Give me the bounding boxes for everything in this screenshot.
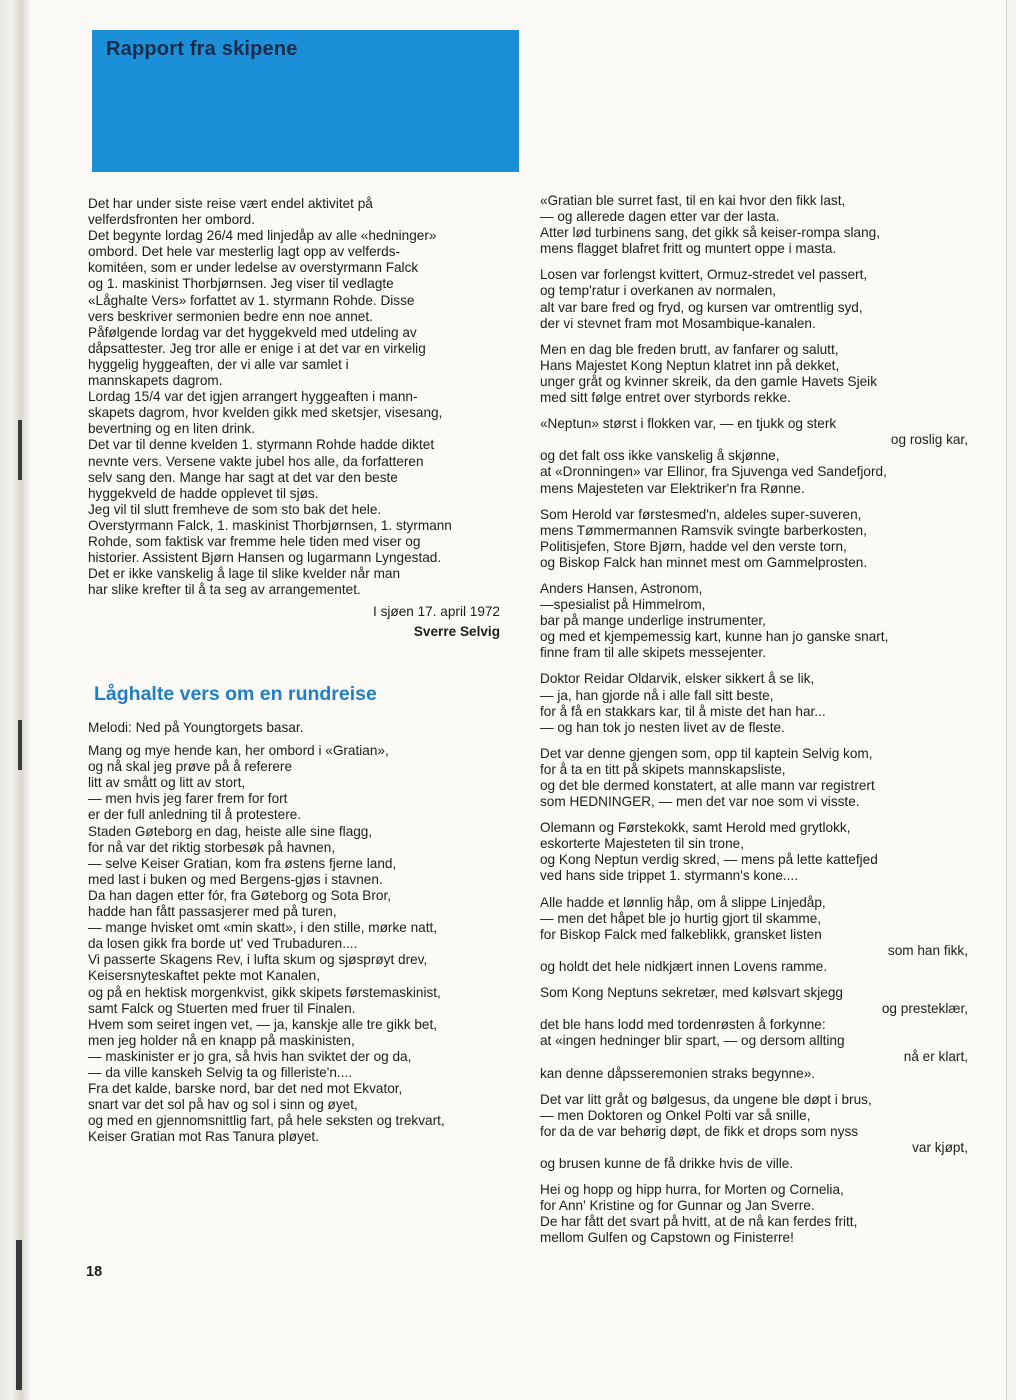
poem-stanza bbox=[540, 820, 968, 884]
poem-stanza bbox=[540, 416, 968, 496]
poem-stanza: Hvem som seiret ingen vet, — ja, kanskje alle tre gikk bet, men jeg holder nå en knapp på maskinisten, — maskinister er jo gra, så hvis han sviktet der og da, — da ville kanskeh Selvig ta og filleriste'n.... bbox=[88, 1016, 438, 1080]
header-banner bbox=[92, 30, 519, 172]
binding-edge bbox=[0, 0, 30, 1400]
report-column bbox=[88, 196, 520, 641]
poem-melody: Melodi: Ned på Youngtorgets basar. bbox=[88, 720, 304, 735]
report-body: Det har under siste reise vært endel aktivitet på velferdsfronten her ombord. Det begynte lordag 26/4 med linjedåp av alle «hedninger» ombord. Det hele var mesterlig lagt opp av velferds- komitéen, som er under ledelse av overstyrmann Falck og 1. maskinist Thorbjørnsen. Jeg viser til vedlagte «Låghalte Vers» forfattet av 1. styrmann Rohde. Disse vers beskriver sermonien bedre enn noe annet. Påfølgende lordag var det hyggekveld med utdeling av dåpsattester. Jeg tror alle er enige i at det var en virkelig hyggelig hyggeaften, der vi alle var samlet i mannskapets dagrom. Lordag 15/4 var det igjen arrangert hyggeaften i mann- skapets dagrom, hvor kvelden gikk med sketsjer, visesang, bevertning og en liten drink. Det var til denne kvelden 1. styrmann Rohde hadde diktet nevnte vers. Versene vakte jubel hos alle, da forfatteren selv sang den. Mange har sagt at det var den beste hyggekveld de hadde opplevet til sjøs. Jeg vil til slutt fremheve de som sto bak det hele. Overstyrmann Falck, 1. maskinist Thorbjørnsen, 1. styrmann Rohde, som faktisk var fremme hele tiden med viser og historier. Assistent Bjørn Hansen og lugarmann Lyngestad. Det er ikke vanskelig å lage til slike kvelder når man har slike krefter til å ta seg av arrangementet. bbox=[88, 196, 452, 598]
poem-stanza: Staden Gøteborg en dag, heiste alle sine flagg, for nå var det riktig storbesøk på havnen, — selve Keiser Gratian, kom fra østens fjerne land, med last i buken og med Bergens-gjøs i stavnen. bbox=[88, 823, 397, 887]
poem-left-column bbox=[88, 720, 520, 1145]
poem-stanza bbox=[540, 193, 968, 257]
place-date: I sjøen 17. april 1972 bbox=[373, 604, 500, 620]
stanza-lines: Olemann og Førstekokk, samt Herold med grytlokk, eskorterte Majesteten til sin trone, og Kong Neptun verdig skred, — mens på lette kattefjed ved hans side trippet 1. styrmann's kone.... bbox=[540, 820, 878, 884]
page-title: Rapport fra skipene bbox=[106, 38, 298, 60]
poem-stanza: Mang og mye hende kan, her ombord i «Gratian», og nå skal jeg prøve på å referere litt av smått og litt av stort, — men hvis jeg farer frem for fort er der full anledning til å protestere. bbox=[88, 743, 389, 823]
author-name: Sverre Selvig bbox=[413, 624, 500, 640]
stanza-lines: Som Kong Neptuns sekretær, med kølsvart skjegg bbox=[540, 985, 843, 1001]
stanza-line-tail: og roslig kar, bbox=[890, 432, 968, 448]
poem-stanza bbox=[540, 746, 968, 810]
poem-stanza bbox=[540, 985, 968, 1082]
signature-block bbox=[88, 604, 520, 640]
stanza-lines: Det var denne gjengen som, opp til kaptein Selvig kom, for å ta en titt på skipets mannskapsliste, og det ble dermed konstatert, at alle mann var registrert som HEDNINGER, — men det var noe som vi visste. bbox=[540, 745, 875, 810]
stanza-lines: Hei og hopp og hipp hurra, for Morten og Cornelia, for Ann' Kristine og for Gunnar og Jan Sverre. De har fått det svart på hvitt, at de nå kan ferdes fritt, mellom Gulfen og Capstown og Finisterre! bbox=[540, 1182, 858, 1246]
stanza-lines: og brusen kunne de få drikke hvis de ville. bbox=[540, 1155, 794, 1171]
stanza-line-tail: nå er klart, bbox=[903, 1049, 968, 1065]
poem-stanza bbox=[540, 581, 968, 661]
poem-stanza bbox=[540, 267, 968, 331]
page-number: 18 bbox=[86, 1264, 103, 1280]
stanza-lines: Anders Hansen, Astronom, —spesialist på Himmelrom, bar på mange underlige instrumenter, og med et kjempemessig kart, kunne han jo ganske snart, finne fram til alle skipets messejenter. bbox=[540, 580, 889, 661]
stanza-lines: og holdt det hele nidkjært innen Lovens ramme. bbox=[540, 958, 828, 974]
stanza-line-tail: var kjøpt, bbox=[912, 1139, 968, 1155]
poem-stanza bbox=[540, 507, 968, 571]
stanza-lines: Det var litt gråt og bølgesus, da ungene ble døpt i brus, — men Doktoren og Onkel Polti var så snille, for da de var behørig døpt, de fikk et drops som nyss bbox=[540, 1091, 872, 1139]
poem-stanza: Fra det kalde, barske nord, bar det ned mot Ekvator, snart var det sol på hav og sol i sinn og øyet, og med en gjennomsnittlig fart, på hele seksten og trekvart, Keiser Gratian mot Ras Tanura pløyet. bbox=[88, 1081, 445, 1145]
stanza-lines: kan denne dåpsseremonien straks begynne». bbox=[540, 1065, 816, 1081]
stanza-lines: «Neptun» størst i flokken var, — en tjukk og sterk bbox=[540, 416, 837, 432]
stanza-lines: Doktor Reidar Oldarvik, elsker sikkert å se lik, — ja, han gjorde nå i alle fall sitt beste, for å få en stakkars kar, til å miste det han har... — og han tok jo nesten livet av de fleste. bbox=[540, 671, 826, 735]
stanza-line-tail: og presteklær, bbox=[881, 1001, 968, 1017]
poem-stanza bbox=[540, 895, 968, 975]
stanza-lines: Alle hadde et lønnlig håp, om å slippe Linjedåp, — men det håpet ble jo hurtig gjort til skamme, for Biskop Falck med falkeblikk, gransket listen bbox=[540, 894, 826, 942]
stanza-line-tail: som han fikk, bbox=[887, 942, 968, 958]
poem-stanza bbox=[540, 1092, 968, 1172]
stanza-lines: «Gratian ble surret fast, til en kai hvor den fikk last, — og allerede dagen etter var der lasta. Atter lød turbinens sang, det gikk så keiser-rompa slang, mens flagget blafret fritt og muntert oppe i masta. bbox=[540, 193, 881, 257]
poem-stanza bbox=[540, 1182, 968, 1246]
stanza-lines: Som Herold var førstesmed'n, aldeles super-suveren, mens Tømmermannen Ramsvik svingte barberkosten, Politisjefen, Store Bjørn, hadde vel den verste torn, og Biskop Falck han minnet mest om Gammelprosten. bbox=[540, 506, 868, 570]
stanza-lines: Losen var forlengst kvittert, Ormuz-stredet vel passert, og temp'ratur i overkanen av normalen, alt var bare fred og fryd, og kursen var omtrentlig syd, der vi stevnet fram mot Mosambique-kanalen. bbox=[540, 267, 868, 331]
poem-stanza: Vi passerte Skagens Rev, i lufta skum og sjøsprøyt drev, Keisersnyteskaftet pekte mot Kanalen, og på en hektisk morgenkvist, gikk skipets førstemaskinist, samt Falck og Stuerten med fruer til Finalen. bbox=[88, 952, 441, 1016]
poem-right-column bbox=[540, 193, 968, 1256]
poem-title: Låghalte vers om en rundreise bbox=[94, 683, 377, 705]
stanza-lines: Men en dag ble freden brutt, av fanfarer og salutt, Hans Majestet Kong Neptun klatret inn på dekket, unger gråt og kvinner skreik, da den gamle Havets Sjeik med sitt følge entret over styrbords rekke. bbox=[540, 341, 877, 406]
poem-stanza: Da han dagen etter fór, fra Gøteborg og Sota Bror, hadde han fått passasjerer med på turen, — mange hvisket omt «min skatt», i den stille, mørke natt, da losen gikk fra borde ut' ved Trubaduren.... bbox=[88, 887, 438, 952]
poem-stanza bbox=[540, 671, 968, 735]
stanza-lines: det ble hans lodd med tordenrøsten å forkynne: at «ingen hedninger blir spart, — og dersom allting bbox=[540, 1017, 845, 1049]
stanza-lines: og det falt oss ikke vanskelig å skjønne, at «Dronningen» var Ellinor, fra Sjuvenga ved Sandefjord, mens Majesteten var Elektriker'n fra Rønne. bbox=[540, 448, 887, 496]
poem-stanza bbox=[540, 342, 968, 406]
